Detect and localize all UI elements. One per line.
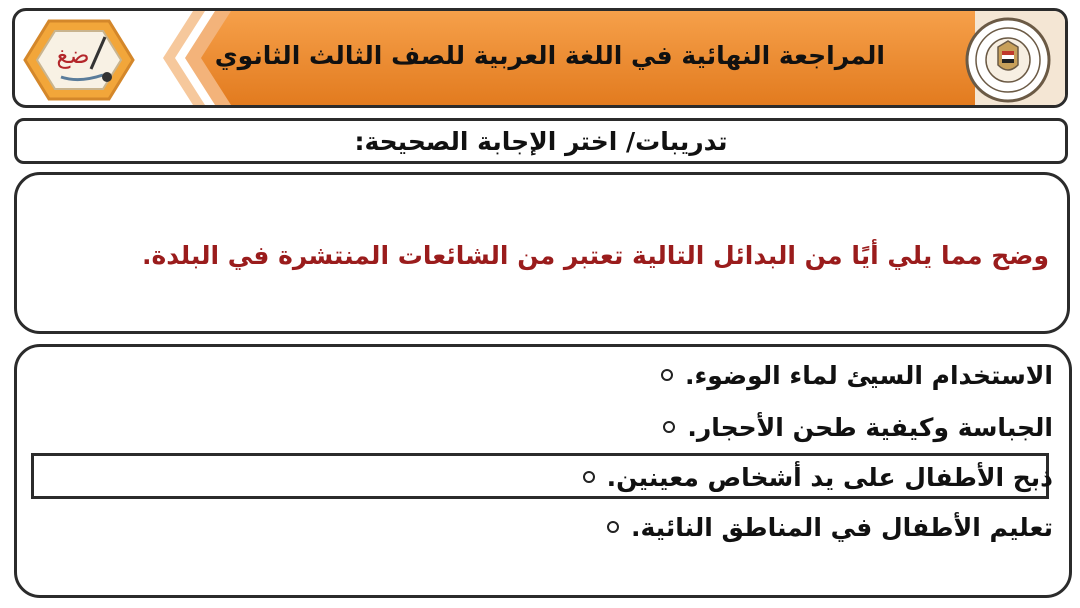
option-4[interactable] bbox=[607, 507, 1053, 547]
option-1[interactable] bbox=[661, 355, 1053, 395]
radio-circle-icon[interactable] bbox=[607, 521, 619, 533]
page-header bbox=[12, 8, 1068, 108]
option-label: تعليم الأطفال في المناطق النائية. bbox=[631, 512, 1053, 542]
question-box bbox=[14, 172, 1070, 334]
logo-icon bbox=[21, 17, 137, 103]
option-label: الجباسة وكيفية طحن الأحجار. bbox=[687, 412, 1053, 442]
radio-circle-icon[interactable] bbox=[583, 471, 595, 483]
radio-circle-icon[interactable] bbox=[663, 421, 675, 433]
svg-text:ضغ: ضغ bbox=[56, 41, 90, 69]
ministry-of-education-seal-icon bbox=[965, 17, 1051, 103]
option-2[interactable] bbox=[663, 407, 1053, 447]
option-3[interactable] bbox=[583, 457, 1053, 497]
options-box bbox=[14, 344, 1072, 598]
question-text: وضح مما يلي أيًا من البدائل التالية تعتبر من الشائعات المنتشرة في البلدة. bbox=[142, 241, 1049, 270]
option-label: الاستخدام السيئ لماء الوضوء. bbox=[684, 360, 1053, 390]
instruction-text: تدريبات/ اختر الإجابة الصحيحة: bbox=[354, 126, 728, 156]
page-title: المراجعة النهائية في اللغة العربية للصف الثالث الثانوي bbox=[214, 41, 885, 70]
option-label: ذبح الأطفال على يد أشخاص معينين. bbox=[606, 462, 1053, 492]
instruction-box bbox=[14, 118, 1068, 164]
radio-circle-icon[interactable] bbox=[661, 369, 673, 381]
